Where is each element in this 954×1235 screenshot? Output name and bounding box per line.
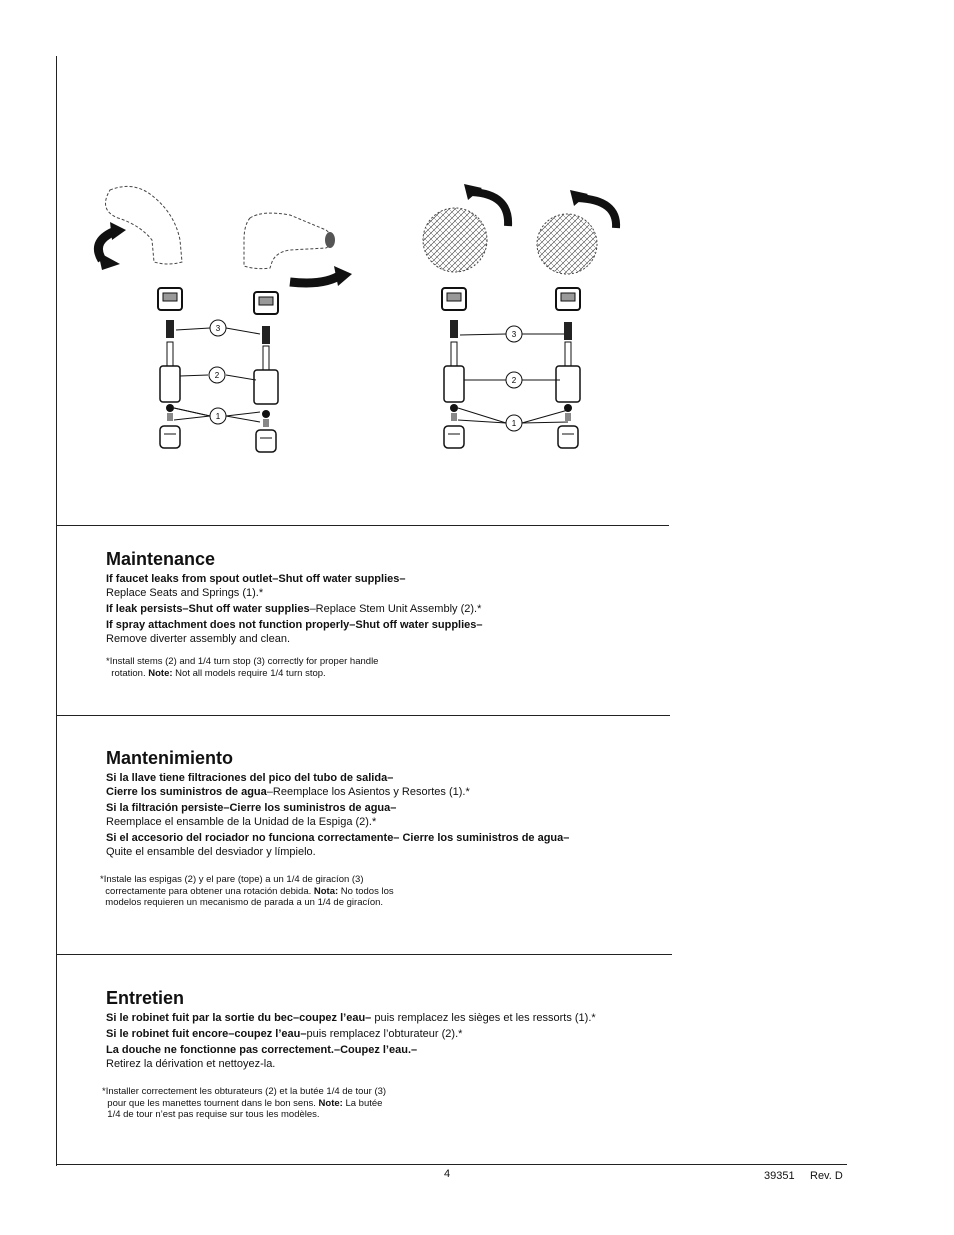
footer-rule: [56, 1164, 847, 1165]
rotate-arrow-right: [290, 266, 352, 286]
stem-stack-1: [158, 288, 182, 448]
stem-stack-4: [556, 288, 580, 448]
entretien-step-1: Si le robinet fuit par la sortie du bec–coupez l’eau– puis remplacez les sièges et les ressorts (1).*: [106, 1012, 596, 1024]
mantenimiento-step-1: Si la llave tiene filtraciones del pico del tubo de salida– Cierre los suministros de agua–Reemplace los Asientos y Resortes (1).*: [106, 772, 470, 798]
left-margin-rule: [56, 56, 57, 1166]
entretien-note: *Installer correctement les obturateurs (2) et la butée 1/4 de tour (3) pour que les manettes tournent dans le bon sens. Note: La butée 1/4 de tour n’est pas requise sur tous les modèles.: [102, 1086, 387, 1120]
svg-text:3: 3: [215, 324, 221, 333]
callout-3-right: [506, 326, 522, 342]
mantenimiento-note: *Instale las espigas (2) y el pare (tope) a un 1/4 de giracíon (3) correctamente para obtener una rotación debida. Nota: No todos los modelos requieren un mecanismo de parada a un 1/4 de giracíon.: [100, 874, 394, 908]
section-divider-3: [56, 954, 672, 955]
maintenance-step-2: If leak persists–Shut off water supplies–Replace Stem Unit Assembly (2).*: [106, 603, 482, 615]
maintenance-step-1: If faucet leaks from spout outlet–Shut off water supplies– Replace Seats and Springs (1).*: [106, 573, 406, 599]
knob-handle-left: [423, 208, 487, 272]
maintenance-step-3: If spray attachment does not function properly–Shut off water supplies– Remove diverter assembly and clean.: [106, 619, 483, 645]
maintenance-section: [106, 548, 483, 648]
callout-3-left: [210, 320, 226, 336]
callout-2-right: [506, 372, 522, 388]
entretien-step-2: Si le robinet fuit encore–coupez l’eau–puis remplacez l’obturateur (2).*: [106, 1028, 463, 1040]
maintenance-title: Maintenance: [106, 549, 216, 569]
svg-text:2: 2: [214, 371, 220, 380]
mantenimiento-step-2: Si la filtración persiste–Cierre los suministros de agua– Reemplace el ensamble de la Unidad de la Espiga (2).*: [106, 802, 397, 828]
entretien-section: [106, 987, 596, 1073]
exploded-parts-diagram: [80, 170, 640, 470]
entretien-step-3: La douche ne fonctionne pas correctement.–Coupez l’eau.– Retirez la dérivation et nettoyez-la.: [106, 1044, 418, 1070]
stem-stack-2: [254, 292, 278, 452]
mantenimiento-step-3: Si el accesorio del rociador no funciona correctamente– Cierre los suministros de agua– Quite el ensamble del desviador y límpielo.: [106, 832, 570, 858]
mantenimiento-title: Mantenimiento: [106, 748, 234, 768]
svg-text:3: 3: [511, 330, 517, 339]
knob-handle-right: [537, 214, 597, 274]
section-divider-1: [56, 525, 669, 526]
callout-1-right: [506, 415, 522, 431]
mantenimiento-section: [106, 747, 569, 861]
lever-handle-left: [106, 186, 183, 264]
callout-2-left: [209, 367, 225, 383]
maintenance-note: *Install stems (2) and 1/4 turn stop (3) correctly for proper handle rotation. Note: Not all models require 1/4 turn stop.: [106, 656, 379, 679]
svg-text:1: 1: [511, 419, 517, 428]
document-number: 39351: [764, 1170, 795, 1182]
rotate-arrow-left: [98, 222, 126, 270]
revision-label: Rev. D: [810, 1170, 843, 1182]
lever-handle-right: [244, 213, 335, 269]
entretien-title: Entretien: [106, 988, 185, 1008]
stem-stack-3: [442, 288, 466, 448]
svg-text:2: 2: [511, 376, 517, 385]
section-divider-2: [56, 715, 670, 716]
page-number: 4: [444, 1168, 451, 1180]
svg-text:1: 1: [215, 412, 221, 421]
callout-1-left: [210, 408, 226, 424]
